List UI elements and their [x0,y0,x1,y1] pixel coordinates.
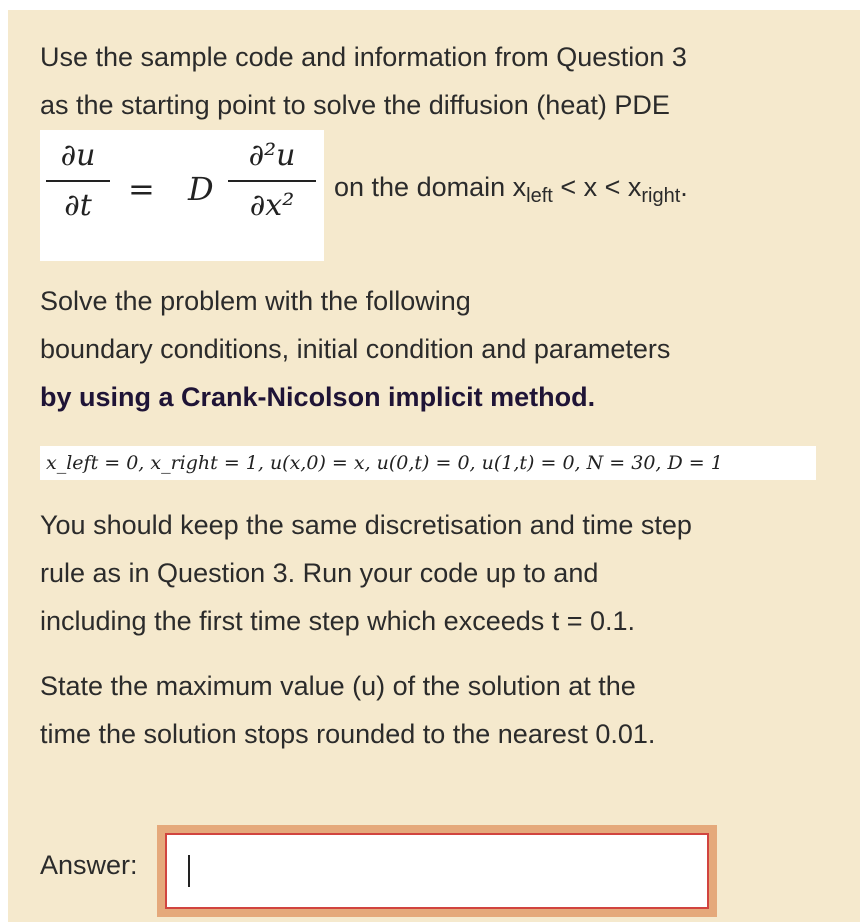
state-line-1: State the maximum value (u) of the solution at the [40,671,636,701]
state-line-2: time the solution stops rounded to the nearest 0.01. [40,719,656,749]
domain-middle: < x < x [552,172,642,202]
intro-line-1: Use the sample code and information from Question 3 [40,42,687,72]
answer-label: Answer: [40,850,138,880]
pde-equation [40,130,324,261]
rhs-numerator: ∂²u [248,138,296,173]
domain-suffix: . [680,172,688,202]
answer-focus-ring [157,825,717,917]
domain-left-subscript: left [526,185,553,207]
lhs-fraction-bar [46,180,110,182]
lhs-numerator: ∂u [60,138,96,173]
text-caret [188,855,190,887]
intro-line-2: as the starting point to solve the diffusion (heat) PDE [40,90,670,120]
domain-prefix: on the domain x [334,172,527,202]
conditions-equation: x_left = 0, x_right = 1, u(x,0) = x, u(0,t) = 0, u(1,t) = 0, N = 30, D = 1 [40,446,816,480]
rhs-fraction-bar [228,180,316,182]
instructions-line-1: You should keep the same discretisation and time step [40,510,692,540]
solve-line-2: boundary conditions, initial condition and parameters [40,334,671,364]
domain-right-subscript: right [641,185,681,207]
equals-sign: = [128,170,155,208]
domain-statement [334,172,688,208]
lhs-fraction [46,138,110,224]
rhs-denominator: ∂x² [249,188,295,223]
instructions-line-2: rule as in Question 3. Run your code up to and [40,558,599,588]
answer-input[interactable] [165,833,709,909]
lhs-denominator: ∂t [64,188,92,223]
instructions-line-3: including the first time step which exceeds t = 0.1. [40,606,636,636]
solve-line-1: Solve the problem with the following [40,286,471,316]
rhs-fraction [228,138,316,224]
diffusion-coefficient: D [188,170,214,208]
solve-method: by using a Crank-Nicolson implicit method. [40,382,596,412]
